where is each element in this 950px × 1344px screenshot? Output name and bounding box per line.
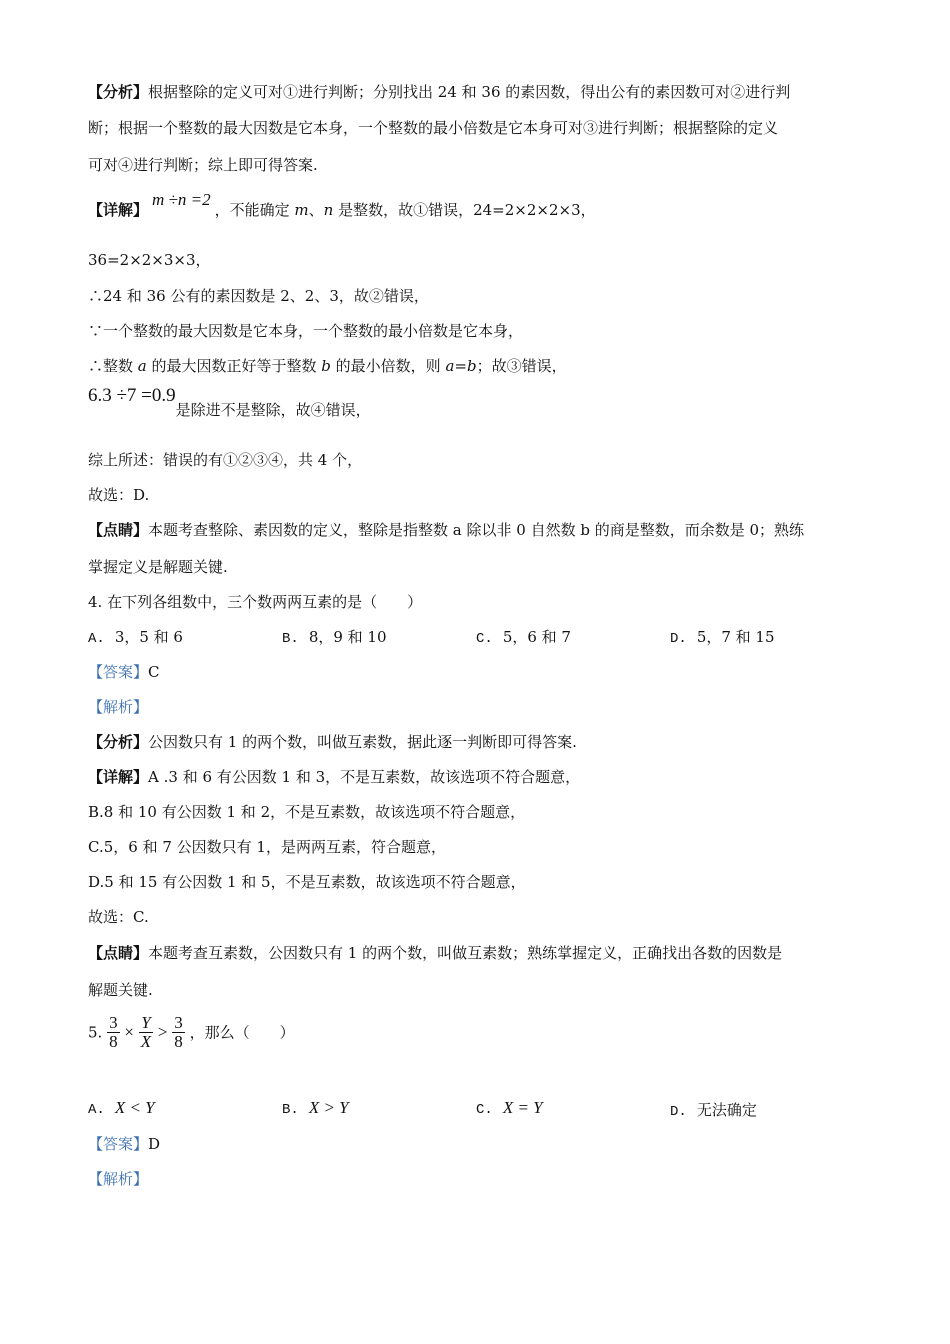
q3-analysis-line-1 bbox=[88, 82, 790, 102]
comment-tag: 【点睛】 bbox=[88, 521, 149, 539]
fraction-3-8: $\frac{3}{8}$ bbox=[109, 1013, 118, 1051]
q4-option-b: B. 8，9 和 10 bbox=[282, 628, 387, 647]
q4-detail-a: 【详解】A .3 和 6 有公因数 1 和 3，不是互素数，故该选项不符合题意， bbox=[88, 768, 581, 786]
q3-line-because: ∵一个整数的最大因数是它本身，一个整数的最小倍数是它本身， bbox=[88, 322, 524, 340]
q3-line-36: 36=2×2×3×3， bbox=[88, 251, 211, 269]
q4-detail-c: C.5，6 和 7 公因数只有 1，是两两互素，符合题意， bbox=[88, 838, 446, 856]
q4-option-d: D. 5，7 和 15 bbox=[670, 628, 775, 647]
q4-stem: 4. 在下列各组数中，三个数两两互素的是（ ） bbox=[88, 593, 423, 611]
q4-detail-b: B.8 和 10 有公因数 1 和 2，不是互素数，故该选项不符合题意， bbox=[88, 803, 526, 821]
answer-tag: 【答案】 bbox=[88, 663, 149, 681]
q5-option-a: A. X < Y bbox=[88, 1098, 155, 1118]
q3-analysis-line-3: 可对④进行判断；综上即可得答案. bbox=[88, 156, 318, 174]
q3-summary: 综上所述：错误的有①②③④，共 4 个， bbox=[88, 451, 363, 469]
q5-jiexi-tag: 【解析】 bbox=[88, 1170, 149, 1188]
q3-choose: 故选：D. bbox=[88, 486, 150, 504]
analysis-tag: 【分析】 bbox=[88, 83, 149, 101]
q3-comment-line-2: 掌握定义是解题关键. bbox=[88, 558, 228, 576]
q5-option-d: D. 无法确定 bbox=[670, 1101, 757, 1120]
q4-comment-line-1: 【点睛】本题考查互素数，公因数只有 1 的两个数，叫做互素数；熟练掌握定义，正确找出各数的因数是 bbox=[88, 944, 783, 962]
q5-answer: 【答案】D bbox=[88, 1135, 161, 1153]
formula-division: 6.3 ÷7 =0.9 bbox=[88, 385, 176, 406]
formula-m-div-n: m ÷n =2 bbox=[152, 190, 211, 209]
q5-option-b: B. X > Y bbox=[282, 1098, 349, 1118]
fraction-3-8-right: $\frac{3}{8}$ bbox=[174, 1013, 183, 1051]
q4-jiexi-tag: 【解析】 bbox=[88, 698, 149, 716]
q4-comment-line-2: 解题关键. bbox=[88, 981, 153, 999]
q3-line-division: 6.3 ÷7 =0.9是除进不是整除，故④错误， bbox=[88, 385, 371, 419]
q5-option-c: C. X = Y bbox=[476, 1098, 543, 1118]
q4-answer: 【答案】C bbox=[88, 663, 160, 681]
detail-tag: 【详解】 bbox=[88, 201, 149, 219]
q3-line-common: ∴24 和 36 公有的素因数是 2、2、3，故②错误， bbox=[88, 287, 429, 305]
q5-stem: 5. $\frac{3}{8}$ × $\frac{Y}{X}$ > $\frac{3}{8}$ ，那么（ ） bbox=[88, 1013, 295, 1051]
q3-line-so: ∴整数 a 的最大因数正好等于整数 b 的最小倍数，则 a=b；故③错误， bbox=[88, 357, 567, 375]
q3-comment-line-1: 【点睛】本题考查整除、素因数的定义，整除是指整数 a 除以非 0 自然数 b 的商是整数，而余数是 0；熟练 bbox=[88, 521, 805, 539]
q4-choose: 故选：C. bbox=[88, 908, 149, 926]
analysis-text: 根据整除的定义可对①进行判断；分别找出 24 和 36 的素因数，得出公有的素因数可对②进行判 bbox=[148, 83, 791, 101]
q4-option-a: A. 3，5 和 6 bbox=[88, 628, 183, 647]
fraction-y-x: $\frac{Y}{X}$ bbox=[140, 1013, 152, 1051]
q4-detail-d: D.5 和 15 有公因数 1 和 5，不是互素数，故该选项不符合题意， bbox=[88, 873, 526, 891]
q3-detail-line: 【详解】m ÷n =2，不能确定 m、n 是整数，故①错误，24=2×2×2×3， bbox=[88, 190, 596, 219]
q3-analysis-line-2: 断；根据一个整数的最大因数是它本身，一个整数的最小倍数是它本身可对③进行判断；根据整除的定义 bbox=[88, 119, 779, 137]
q4-option-c: C. 5，6 和 7 bbox=[476, 628, 571, 647]
q4-analysis: 【分析】公因数只有 1 的两个数，叫做互素数，据此逐一判断即可得答案. bbox=[88, 733, 577, 751]
